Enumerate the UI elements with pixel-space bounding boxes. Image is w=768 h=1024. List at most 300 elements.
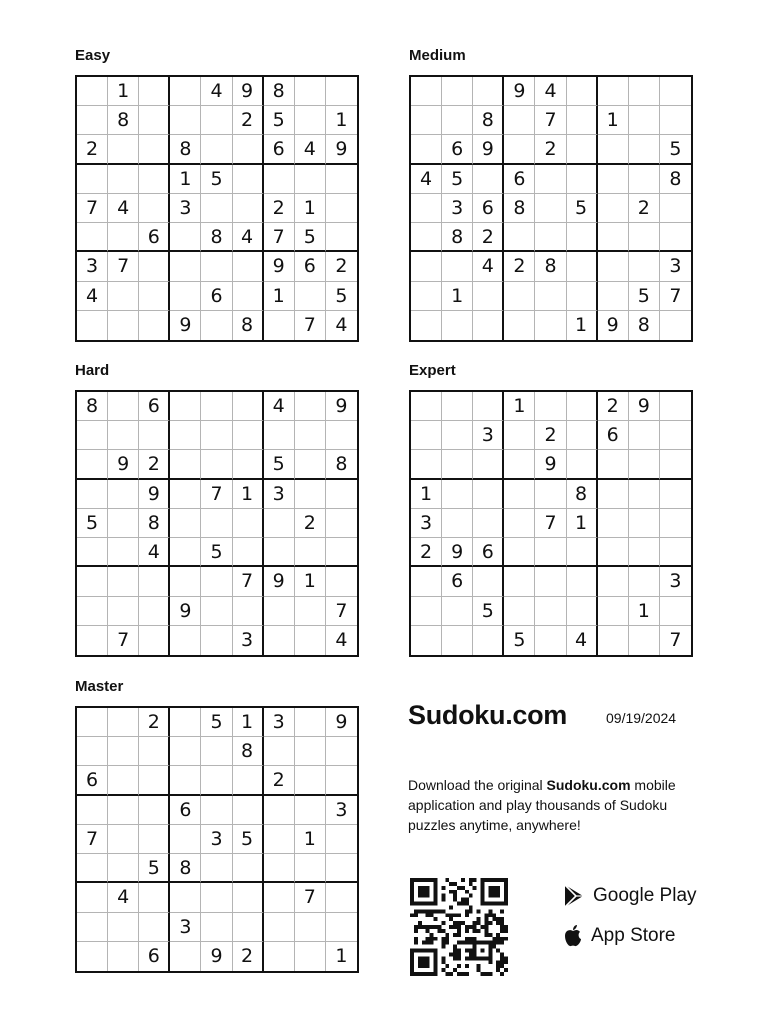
sudoku-cell: 9 xyxy=(139,480,170,509)
sudoku-cell xyxy=(201,421,232,450)
sudoku-cell xyxy=(295,854,326,883)
sudoku-cell xyxy=(473,282,504,311)
sudoku-cell xyxy=(139,913,170,942)
sudoku-cell xyxy=(108,392,139,421)
sudoku-cell xyxy=(473,480,504,509)
sudoku-cell: 4 xyxy=(108,194,139,223)
sudoku-cell xyxy=(660,194,691,223)
sudoku-cell xyxy=(139,737,170,766)
sudoku-cell xyxy=(295,538,326,567)
sudoku-cell xyxy=(139,282,170,311)
sudoku-cell xyxy=(233,538,264,567)
sudoku-cell xyxy=(535,282,566,311)
sudoku-cell xyxy=(264,509,295,538)
sudoku-cell: 1 xyxy=(233,708,264,737)
sudoku-cell xyxy=(442,252,473,281)
sudoku-cell xyxy=(233,194,264,223)
sudoku-cell xyxy=(77,942,108,971)
sudoku-grid-hard xyxy=(75,390,359,657)
sudoku-cell xyxy=(504,282,535,311)
sudoku-cell xyxy=(170,480,201,509)
sudoku-cell xyxy=(77,106,108,135)
sudoku-cell: 6 xyxy=(201,282,232,311)
sudoku-cell: 8 xyxy=(660,165,691,194)
sudoku-cell xyxy=(411,597,442,626)
sudoku-cell xyxy=(567,282,598,311)
sudoku-cell xyxy=(598,77,629,106)
apple-icon xyxy=(563,924,583,948)
sudoku-cell: 7 xyxy=(535,509,566,538)
sudoku-cell xyxy=(201,450,232,479)
sudoku-cell xyxy=(473,311,504,340)
sudoku-cell xyxy=(77,708,108,737)
sudoku-cell: 9 xyxy=(326,392,357,421)
sudoku-cell xyxy=(108,825,139,854)
sudoku-cell xyxy=(326,913,357,942)
sudoku-cell: 7 xyxy=(295,311,326,340)
sudoku-cell xyxy=(108,538,139,567)
sudoku-cell: 5 xyxy=(233,825,264,854)
app-store-label: App Store xyxy=(591,925,676,946)
sudoku-cell xyxy=(535,165,566,194)
sudoku-cell xyxy=(629,538,660,567)
sudoku-cell: 9 xyxy=(326,135,357,164)
sudoku-cell xyxy=(326,825,357,854)
sudoku-cell: 2 xyxy=(264,194,295,223)
sudoku-cell xyxy=(201,252,232,281)
sudoku-cell: 8 xyxy=(201,223,232,252)
qr-code-icon xyxy=(409,878,509,976)
sudoku-cell xyxy=(295,626,326,655)
puzzle-title-master: Master xyxy=(75,678,124,695)
sudoku-cell xyxy=(629,135,660,164)
sudoku-cell xyxy=(598,282,629,311)
sudoku-cell xyxy=(233,597,264,626)
sudoku-cell: 1 xyxy=(264,282,295,311)
sudoku-cell xyxy=(504,509,535,538)
sudoku-cell xyxy=(411,567,442,596)
sudoku-cell: 7 xyxy=(233,567,264,596)
sudoku-cell xyxy=(567,597,598,626)
sudoku-cell xyxy=(264,421,295,450)
sudoku-cell xyxy=(535,538,566,567)
sudoku-cell: 1 xyxy=(442,282,473,311)
sudoku-cell xyxy=(264,942,295,971)
sudoku-cell xyxy=(139,252,170,281)
sudoku-cell: 6 xyxy=(139,223,170,252)
sudoku-cell xyxy=(139,626,170,655)
sudoku-cell: 2 xyxy=(295,509,326,538)
sudoku-cell xyxy=(504,480,535,509)
sudoku-cell xyxy=(326,509,357,538)
sudoku-cell xyxy=(201,883,232,912)
sudoku-cell xyxy=(629,480,660,509)
sudoku-cell xyxy=(598,223,629,252)
sudoku-cell xyxy=(201,106,232,135)
sudoku-cell xyxy=(295,796,326,825)
sudoku-cell xyxy=(139,311,170,340)
sudoku-cell xyxy=(473,626,504,655)
sudoku-cell xyxy=(108,421,139,450)
sudoku-cell: 6 xyxy=(170,796,201,825)
sudoku-cell xyxy=(598,252,629,281)
sudoku-cell xyxy=(170,825,201,854)
sudoku-cell: 5 xyxy=(473,597,504,626)
sudoku-cell xyxy=(170,766,201,795)
sudoku-cell: 5 xyxy=(660,135,691,164)
sudoku-cell: 3 xyxy=(233,626,264,655)
sudoku-cell xyxy=(326,567,357,596)
sudoku-cell xyxy=(77,626,108,655)
sudoku-cell: 3 xyxy=(660,252,691,281)
sudoku-cell xyxy=(170,282,201,311)
sudoku-cell: 1 xyxy=(629,597,660,626)
sudoku-cell xyxy=(264,165,295,194)
sudoku-cell: 2 xyxy=(629,194,660,223)
sudoku-cell xyxy=(233,854,264,883)
sudoku-cell: 2 xyxy=(139,708,170,737)
sudoku-cell: 3 xyxy=(326,796,357,825)
sudoku-cell xyxy=(567,538,598,567)
sudoku-cell: 3 xyxy=(473,421,504,450)
sudoku-cell: 5 xyxy=(295,223,326,252)
sudoku-cell xyxy=(629,252,660,281)
sudoku-cell xyxy=(295,165,326,194)
sudoku-cell: 2 xyxy=(473,223,504,252)
sudoku-cell xyxy=(567,421,598,450)
sudoku-cell xyxy=(473,165,504,194)
sudoku-cell xyxy=(442,509,473,538)
sudoku-cell xyxy=(411,421,442,450)
sudoku-cell: 7 xyxy=(77,194,108,223)
sudoku-cell xyxy=(629,223,660,252)
sudoku-cell xyxy=(139,165,170,194)
sudoku-cell xyxy=(411,392,442,421)
sudoku-cell: 6 xyxy=(264,135,295,164)
sudoku-cell xyxy=(108,135,139,164)
sudoku-cell xyxy=(567,223,598,252)
sudoku-cell: 2 xyxy=(326,252,357,281)
sudoku-cell: 6 xyxy=(473,538,504,567)
sudoku-cell xyxy=(108,597,139,626)
sudoku-cell xyxy=(295,480,326,509)
sudoku-cell: 5 xyxy=(201,708,232,737)
sudoku-cell xyxy=(77,223,108,252)
sudoku-cell xyxy=(629,626,660,655)
sudoku-cell xyxy=(170,538,201,567)
sudoku-cell xyxy=(535,480,566,509)
puzzle-title-expert: Expert xyxy=(409,362,456,379)
sudoku-cell xyxy=(504,421,535,450)
sudoku-cell xyxy=(535,392,566,421)
sudoku-cell xyxy=(598,135,629,164)
sudoku-cell xyxy=(201,392,232,421)
sudoku-cell xyxy=(295,942,326,971)
sudoku-cell: 6 xyxy=(139,392,170,421)
sudoku-cell: 6 xyxy=(442,567,473,596)
sudoku-cell xyxy=(108,796,139,825)
sudoku-cell xyxy=(77,421,108,450)
sudoku-cell xyxy=(108,913,139,942)
sudoku-cell: 1 xyxy=(567,509,598,538)
sudoku-cell xyxy=(108,509,139,538)
sudoku-cell xyxy=(504,450,535,479)
sudoku-cell xyxy=(295,597,326,626)
sudoku-cell xyxy=(201,766,232,795)
sudoku-cell: 8 xyxy=(567,480,598,509)
sudoku-cell xyxy=(170,77,201,106)
sudoku-cell: 7 xyxy=(669,629,682,652)
sudoku-cell: 4 xyxy=(411,165,442,194)
sudoku-cell: 2 xyxy=(535,135,566,164)
sudoku-cell xyxy=(170,421,201,450)
sudoku-cell xyxy=(139,106,170,135)
sudoku-cell xyxy=(326,165,357,194)
sudoku-cell: 3 xyxy=(170,194,201,223)
sudoku-cell xyxy=(442,106,473,135)
sudoku-cell xyxy=(108,942,139,971)
sudoku-cell xyxy=(660,597,691,626)
sudoku-cell: 5 xyxy=(629,282,660,311)
app-store-badge[interactable] xyxy=(563,924,676,948)
sudoku-cell xyxy=(233,450,264,479)
google-play-badge[interactable] xyxy=(563,884,697,908)
sudoku-cell xyxy=(442,480,473,509)
sudoku-cell xyxy=(504,311,535,340)
sudoku-cell: 5 xyxy=(567,194,598,223)
sudoku-cell xyxy=(473,77,504,106)
sudoku-cell xyxy=(629,509,660,538)
sudoku-cell xyxy=(660,509,691,538)
sudoku-cell: 1 xyxy=(326,106,357,135)
sudoku-cell: 7 xyxy=(660,282,691,311)
sudoku-cell xyxy=(170,252,201,281)
sudoku-cell: 2 xyxy=(233,106,264,135)
sudoku-cell xyxy=(233,252,264,281)
sudoku-cell xyxy=(201,311,232,340)
sudoku-cell: 5 xyxy=(264,450,295,479)
sudoku-cell xyxy=(295,77,326,106)
sudoku-cell xyxy=(504,223,535,252)
sudoku-cell: 4 xyxy=(233,223,264,252)
sudoku-cell xyxy=(139,825,170,854)
sudoku-cell xyxy=(233,421,264,450)
sudoku-cell xyxy=(233,796,264,825)
sudoku-cell xyxy=(139,421,170,450)
sudoku-cell xyxy=(598,450,629,479)
google-play-icon xyxy=(563,884,585,908)
sudoku-cell xyxy=(77,538,108,567)
sudoku-cell xyxy=(139,135,170,164)
sudoku-cell xyxy=(201,626,232,655)
promo-text-end: mobile application and play thousands of Sudoku puzzles anytime, anywhere! xyxy=(408,777,676,833)
sudoku-cell xyxy=(264,597,295,626)
sudoku-cell xyxy=(170,450,201,479)
sudoku-cell: 8 xyxy=(442,223,473,252)
sudoku-cell: 9 xyxy=(233,77,264,106)
sudoku-cell: 1 xyxy=(598,106,629,135)
sudoku-cell xyxy=(77,737,108,766)
sudoku-cell xyxy=(108,223,139,252)
sudoku-cell: 3 xyxy=(201,825,232,854)
sudoku-cell xyxy=(264,626,295,655)
sudoku-cell: 1 xyxy=(108,77,139,106)
sudoku-cell xyxy=(326,421,357,450)
sudoku-cell xyxy=(567,392,598,421)
sudoku-cell xyxy=(629,450,660,479)
sudoku-cell xyxy=(139,766,170,795)
sudoku-cell xyxy=(201,194,232,223)
sudoku-cell xyxy=(629,77,660,106)
sudoku-cell: 6 xyxy=(473,194,504,223)
sudoku-cell xyxy=(233,509,264,538)
sudoku-cell xyxy=(170,567,201,596)
sudoku-cell: 4 xyxy=(108,883,139,912)
sudoku-cell: 5 xyxy=(504,626,535,655)
sudoku-cell xyxy=(629,165,660,194)
sudoku-cell: 2 xyxy=(77,135,108,164)
sudoku-grid-expert xyxy=(409,390,693,657)
sudoku-cell: 1 xyxy=(295,825,326,854)
sudoku-cell xyxy=(442,626,473,655)
promo-text-start: Download the original xyxy=(408,777,547,793)
sudoku-cell xyxy=(170,942,201,971)
sudoku-cell: 3 xyxy=(660,567,691,596)
sudoku-cell xyxy=(411,223,442,252)
sudoku-cell xyxy=(233,135,264,164)
sudoku-cell xyxy=(201,737,232,766)
sudoku-cell: 9 xyxy=(170,597,201,626)
sudoku-cell xyxy=(170,708,201,737)
sudoku-cell xyxy=(295,766,326,795)
sudoku-cell: 5 xyxy=(77,509,108,538)
sudoku-cell: 2 xyxy=(233,942,264,971)
sudoku-cell: 7 xyxy=(108,252,139,281)
sudoku-cell xyxy=(170,883,201,912)
sudoku-cell xyxy=(295,106,326,135)
sudoku-cell: 4 xyxy=(535,77,566,106)
sudoku-cell xyxy=(504,567,535,596)
sudoku-cell xyxy=(660,77,691,106)
sudoku-cell: 9 xyxy=(264,252,295,281)
sudoku-cell xyxy=(108,567,139,596)
sudoku-cell xyxy=(170,392,201,421)
sudoku-cell xyxy=(567,77,598,106)
sudoku-cell xyxy=(660,311,691,340)
sudoku-cell xyxy=(264,737,295,766)
sudoku-cell xyxy=(326,854,357,883)
sudoku-cell xyxy=(77,883,108,912)
sudoku-cell xyxy=(411,194,442,223)
sudoku-cell: 5 xyxy=(139,854,170,883)
sudoku-cell xyxy=(264,825,295,854)
sudoku-cell xyxy=(567,567,598,596)
sudoku-cell: 2 xyxy=(504,252,535,281)
brand-logo-text: Sudoku.com xyxy=(408,700,568,730)
sudoku-cell: 1 xyxy=(170,165,201,194)
sudoku-cell xyxy=(295,421,326,450)
sudoku-cell xyxy=(264,854,295,883)
sudoku-cell: 7 xyxy=(108,626,139,655)
sudoku-cell xyxy=(139,567,170,596)
sudoku-cell: 1 xyxy=(411,480,442,509)
sudoku-cell: 8 xyxy=(170,135,201,164)
sudoku-cell xyxy=(473,392,504,421)
sudoku-cell xyxy=(411,106,442,135)
sudoku-cell xyxy=(139,194,170,223)
sudoku-cell xyxy=(108,737,139,766)
sudoku-cell xyxy=(108,766,139,795)
sudoku-cell xyxy=(473,450,504,479)
sudoku-cell xyxy=(108,165,139,194)
sudoku-cell: 7 xyxy=(535,106,566,135)
sudoku-cell xyxy=(264,913,295,942)
sudoku-grid-medium xyxy=(409,75,693,342)
sudoku-cell: 6 xyxy=(598,421,629,450)
sudoku-cell: 8 xyxy=(77,392,108,421)
sudoku-cell xyxy=(598,538,629,567)
promo-brand-name: Sudoku.com xyxy=(546,777,631,793)
sudoku-cell xyxy=(77,854,108,883)
sudoku-cell xyxy=(233,282,264,311)
sudoku-cell xyxy=(170,626,201,655)
sudoku-cell: 3 xyxy=(170,913,201,942)
sudoku-cell xyxy=(473,509,504,538)
sudoku-cell: 9 xyxy=(598,311,629,340)
sudoku-cell xyxy=(598,509,629,538)
sudoku-cell xyxy=(201,854,232,883)
sudoku-cell xyxy=(442,77,473,106)
sudoku-cell xyxy=(295,708,326,737)
sudoku-grid-easy xyxy=(75,75,359,342)
sudoku-cell: 4 xyxy=(77,282,108,311)
sudoku-cell xyxy=(77,567,108,596)
sudoku-cell xyxy=(201,913,232,942)
sudoku-cell xyxy=(170,223,201,252)
sudoku-cell xyxy=(411,282,442,311)
sudoku-cell xyxy=(233,913,264,942)
sudoku-cell: 8 xyxy=(139,509,170,538)
sudoku-cell xyxy=(535,597,566,626)
sudoku-cell xyxy=(660,392,691,421)
google-play-label: Google Play xyxy=(593,885,697,906)
sudoku-cell xyxy=(77,796,108,825)
sudoku-cell: 9 xyxy=(264,567,295,596)
sudoku-cell xyxy=(295,282,326,311)
promo-text xyxy=(408,775,708,835)
sudoku-cell xyxy=(629,421,660,450)
sudoku-cell: 2 xyxy=(264,766,295,795)
sudoku-cell: 9 xyxy=(473,135,504,164)
sudoku-cell xyxy=(411,77,442,106)
sudoku-cell xyxy=(411,450,442,479)
sudoku-cell: 4 xyxy=(201,77,232,106)
sudoku-cell xyxy=(201,796,232,825)
sudoku-cell xyxy=(77,913,108,942)
sudoku-cell xyxy=(598,567,629,596)
sudoku-cell: 1 xyxy=(504,392,535,421)
sudoku-cell: 5 xyxy=(201,165,232,194)
sudoku-grid-master xyxy=(75,706,359,973)
sudoku-cell xyxy=(170,509,201,538)
sudoku-cell: 8 xyxy=(170,854,201,883)
sudoku-cell xyxy=(442,311,473,340)
sudoku-cell xyxy=(442,421,473,450)
sudoku-cell xyxy=(77,77,108,106)
sudoku-cell xyxy=(442,597,473,626)
sudoku-cell: 1 xyxy=(335,945,348,968)
sudoku-cell xyxy=(77,450,108,479)
